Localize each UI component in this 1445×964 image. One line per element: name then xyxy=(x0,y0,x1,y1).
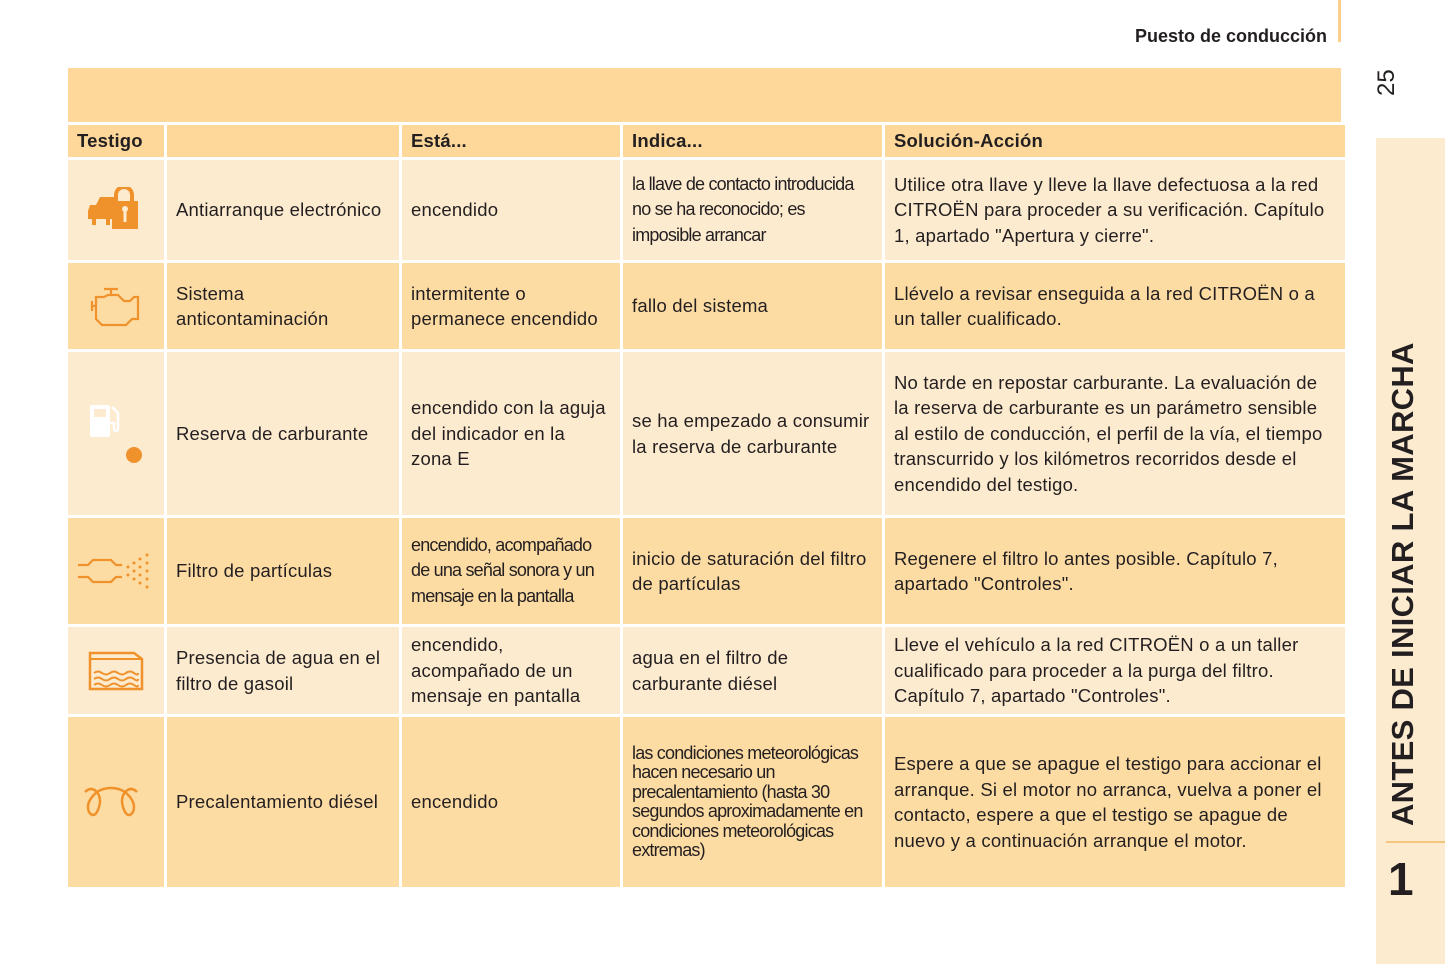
column-header xyxy=(167,125,399,157)
section-title: Puesto de conducción xyxy=(1134,26,1327,46)
light-action: Llévelo a revisar enseguida a la red CITROËN o a un taller cualificado. xyxy=(885,263,1345,349)
column-header: Testigo xyxy=(68,125,164,157)
light-action: Regenere el filtro lo antes posible. Capítulo 7, apartado "Controles". xyxy=(885,518,1345,624)
chapter-title: ANTES DE INICIAR LA MARCHA xyxy=(1385,342,1420,826)
chapter-divider xyxy=(1386,841,1445,843)
glow-plug-icon xyxy=(68,717,164,887)
light-name: Antiarranque electrónico xyxy=(167,160,399,260)
light-name: Sistema anticontaminación xyxy=(167,263,399,349)
light-state: encendido, acompañado de un mensaje en pantalla xyxy=(402,627,620,714)
light-indicates: se ha empezado a consumir la reserva de carburante xyxy=(623,352,882,515)
particle-filter-icon xyxy=(68,518,164,624)
header-divider xyxy=(1338,0,1341,42)
light-action: Utilice otra llave y lleve la llave defectuosa a la red CITROËN para proceder a su verificación. Capítulo 1, apartado "Apertura y cierre". xyxy=(885,160,1345,260)
engine-icon xyxy=(68,263,164,349)
light-action: Lleve el vehículo a la red CITROËN o a un taller cualificado para proceder a la purga del filtro. Capítulo 7, apartado "Controles". xyxy=(885,627,1345,714)
fuel-pump-icon xyxy=(68,352,164,515)
light-name: Reserva de carburante xyxy=(167,352,399,515)
light-state: encendido con la aguja del indicador en la zona E xyxy=(402,352,620,515)
light-indicates: inicio de saturación del filtro de partículas xyxy=(623,518,882,624)
light-state: encendido, acompañado de una señal sonora y un mensaje en la pantalla xyxy=(402,518,620,624)
immobiliser-icon xyxy=(68,160,164,260)
light-indicates: la llave de contacto introducida no se ha reconocido; es imposible arrancar xyxy=(623,160,882,260)
column-header: Está... xyxy=(402,125,620,157)
page-number: 25 xyxy=(1373,69,1400,96)
column-header: Indica... xyxy=(623,125,882,157)
chapter-number: 1 xyxy=(1388,853,1414,905)
light-indicates: fallo del sistema xyxy=(623,263,882,349)
light-indicates: agua en el filtro de carburante diésel xyxy=(623,627,882,714)
light-name: Presencia de agua en el filtro de gasoil xyxy=(167,627,399,714)
warning-lights-table xyxy=(68,125,1341,887)
light-name: Precalentamiento diésel xyxy=(167,717,399,887)
light-state: encendido xyxy=(402,160,620,260)
light-indicates: las condiciones meteorológicas hacen necesario un precalentamiento (hasta 30 segundos aproximadamente en condiciones meteorológicas extremas) xyxy=(623,717,882,887)
column-header: Solución-Acción xyxy=(885,125,1345,157)
light-action: Espere a que se apague el testigo para accionar el arranque. Si el motor no arranca, vuelva a poner el contacto, espere a que el testigo se apague de nuevo y a continuación arranque el motor. xyxy=(885,717,1345,887)
light-name: Filtro de partículas xyxy=(167,518,399,624)
water-in-diesel-icon xyxy=(68,627,164,714)
light-state: intermitente o permanece encendido xyxy=(402,263,620,349)
table-top-band xyxy=(68,68,1341,122)
light-action: No tarde en repostar carburante. La evaluación de la reserva de carburante es un parámetro sensible al estilo de conducción, el perfil de la vía, el tiempo transcurrido y los kilómetros recorridos desde el encendido del testigo. xyxy=(885,352,1345,515)
light-state: encendido xyxy=(402,717,620,887)
